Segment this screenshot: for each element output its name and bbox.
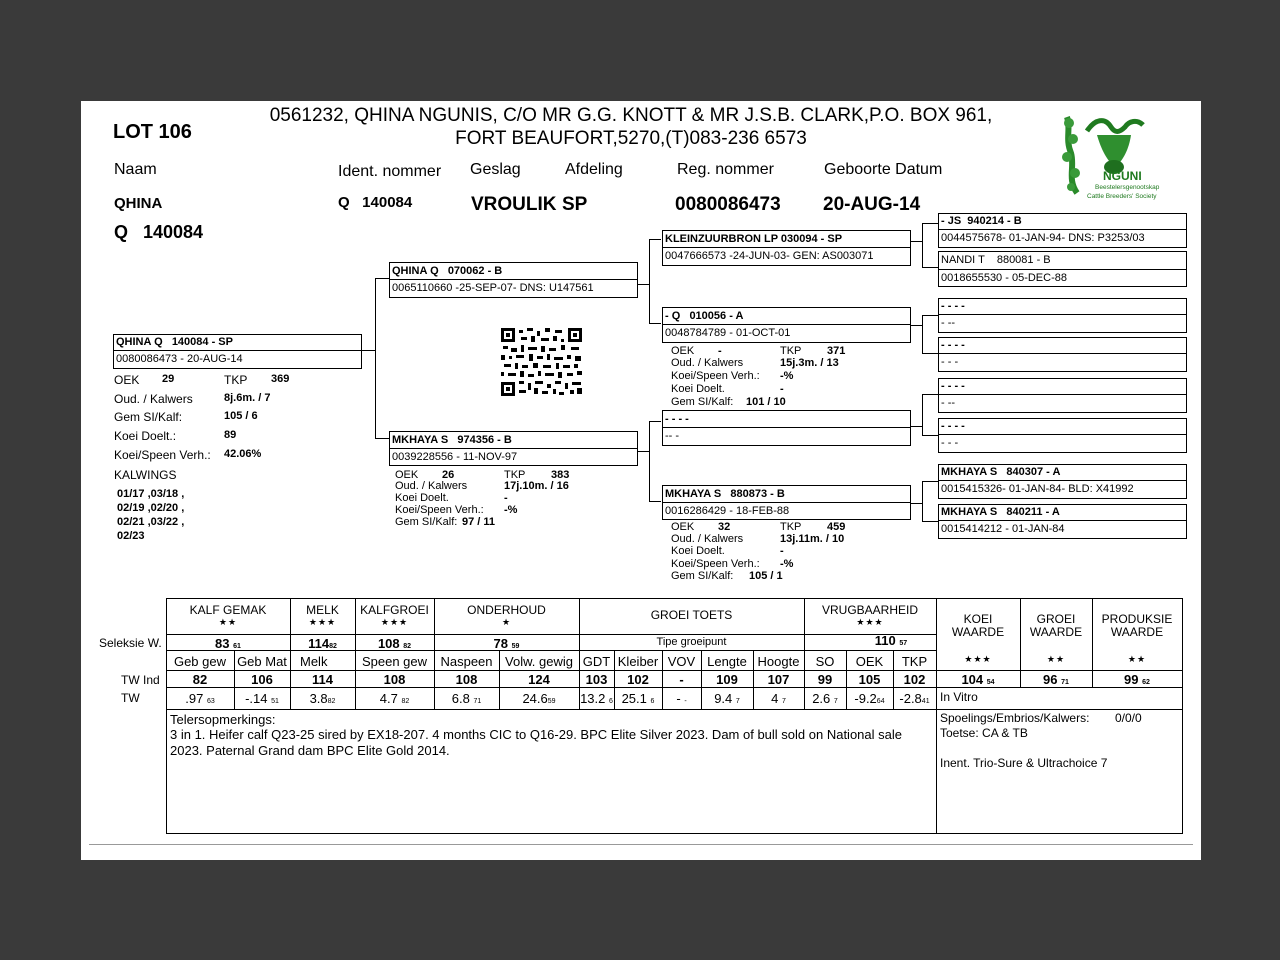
ggp-sub: - - - <box>941 356 959 368</box>
dd-age-label: Oud. / Kalwers <box>671 533 744 545</box>
animal-ident: Q 140084 <box>338 194 413 211</box>
animal-reg: 0080086473 <box>675 194 781 215</box>
col-header: GDT <box>582 654 611 669</box>
tw-ind-cell: 124 <box>528 672 550 687</box>
self-gem: 105 / 6 <box>224 410 258 422</box>
dd-gem: 105 / 1 <box>749 570 783 582</box>
pedigree-sire-sire <box>662 230 911 266</box>
group-kalf-gemak: KALF GEMAK <box>189 603 267 617</box>
tw-ind-cell: - <box>679 672 684 687</box>
tw-ind-cell: 114 <box>312 672 333 687</box>
self-oek-label: OEK <box>114 373 140 387</box>
col-header: Geb gew <box>173 654 227 669</box>
col-header: SO <box>815 654 835 669</box>
tw-ind-cell: 82 <box>192 672 208 687</box>
tw-cell: 24.659 <box>522 691 556 706</box>
koei-waarde-stars: ★★★ <box>964 654 992 664</box>
tw-ind-cell: 109 <box>716 672 738 687</box>
spoelings-label: Spoelings/Embrios/Kalwers: <box>940 711 1090 725</box>
tw-cell: - - <box>676 691 687 706</box>
breeding-values-table <box>166 598 1183 834</box>
sd-oek: - <box>718 345 722 357</box>
dd-tkp: 459 <box>827 521 846 533</box>
group-groei-sub: Tipe groeipunt <box>656 636 727 648</box>
sel-kalfgroei: 108 82 <box>377 636 412 651</box>
tw-cell: 25.1 6 <box>621 691 655 706</box>
sd-gem: 101 / 10 <box>746 396 786 408</box>
sd-tkp-label: TKP <box>780 345 802 357</box>
owner-address <box>241 104 1021 150</box>
qr-code <box>501 328 582 396</box>
pedigree-ggp <box>938 378 1187 413</box>
self-speen: 42.06% <box>224 448 262 460</box>
ggp-sub: 0018655530 - 05-DEC-88 <box>941 272 1067 284</box>
logo-line-2: Cattle Breeders' Society <box>1087 193 1157 200</box>
col-header: Speen gew <box>361 654 428 669</box>
row-label-tw: TW <box>121 691 140 705</box>
sd-speen: -% <box>780 370 794 382</box>
sire-sub: 0065110660 -25-SEP-07- DNS: U147561 <box>392 282 594 294</box>
lot-number: LOT 106 <box>113 121 192 143</box>
ggp-sub: 0015414212 - 01-JAN-84 <box>941 523 1065 535</box>
pedigree-ggp <box>938 504 1187 539</box>
ggp-title: - - - - <box>941 420 965 432</box>
self-oek: 29 <box>162 373 175 385</box>
pedigree-dam <box>389 431 638 466</box>
dam-gem-label: Gem SI/Kalf: <box>395 516 458 528</box>
col-header: Melk <box>300 654 328 669</box>
self-kalwings-label: KALWINGS <box>114 468 177 482</box>
col-header: Volw. gewig <box>505 654 573 669</box>
col-header: OEK <box>855 654 884 669</box>
self-koei: 89 <box>224 429 237 441</box>
dd-koei-label: Koei Doelt. <box>671 545 725 557</box>
self-gem-label: Gem SI/Kalf: <box>114 410 183 424</box>
ggp-title: - - - - <box>941 380 965 392</box>
dd-age: 13j.11m. / 10 <box>780 533 845 545</box>
pedigree-dam-dam <box>662 485 911 520</box>
ggp-title: NANDI T 880081 - B <box>941 254 1051 266</box>
koei-waarde-header: KOEI WAARDE <box>951 612 1005 639</box>
self-kalwings-line: 01/17 ,03/18 , <box>117 488 185 500</box>
group-onderhoud: ONDERHOUD <box>467 603 546 617</box>
sd-age-label: Oud. / Kalwers <box>671 357 744 369</box>
tw-ind-cell: 105 <box>858 672 881 687</box>
sel-vrug: 110 57 <box>874 633 908 648</box>
pedigree-ggp <box>938 337 1187 372</box>
sd-title: - Q 010056 - A <box>665 310 744 322</box>
toetse: Toetse: CA & TB <box>940 726 1028 740</box>
tw-ind-cell: 102 <box>627 672 649 687</box>
tw-cell: 13.2 6 <box>580 691 613 706</box>
self-title: QHINA Q 140084 - SP <box>116 336 233 348</box>
groei-waarde-stars: ★★ <box>1046 654 1066 664</box>
dam-speen-label: Koei/Speen Verh.: <box>395 504 484 516</box>
ggp-title: - - - - <box>941 300 965 312</box>
animal-section: SP <box>562 194 588 215</box>
dd-speen: -% <box>780 558 794 570</box>
owner-line-2: FORT BEAUFORT,5270,(T)083-236 6573 <box>455 128 807 149</box>
pedigree-ggp <box>938 251 1187 287</box>
ggp-sub: - -- <box>941 317 956 329</box>
tw-cell: -9.264 <box>854 691 885 706</box>
ggp-sub: 0015415326- 01-JAN-84- BLD: X41992 <box>941 483 1134 495</box>
tw-ind-cell: 99 <box>817 672 833 687</box>
sd-oek-label: OEK <box>671 345 695 357</box>
ggp-title: - - - - <box>941 339 965 351</box>
pedigree-self <box>113 334 362 369</box>
row-label-twind: TW Ind <box>121 673 160 687</box>
tw-ind-cell: 102 <box>903 672 926 687</box>
pedigree-sire <box>389 262 638 298</box>
dd-oek-label: OEK <box>671 521 695 533</box>
label-ident: Ident. nommer <box>338 163 442 180</box>
ggp-sub: 0044575678- 01-JAN-94- DNS: P3253/03 <box>941 232 1145 244</box>
group-kalfgroei: KALFGROEI <box>360 603 429 617</box>
ggp-title: MKHAYA S 840307 - A <box>941 466 1061 478</box>
sd-age: 15j.3m. / 13 <box>780 357 839 369</box>
col-header: VOV <box>667 654 696 669</box>
dd-sub: 0016286429 - 18-FEB-88 <box>665 505 790 517</box>
tw-cell: 2.6 7 <box>812 691 838 706</box>
label-section: Afdeling <box>565 161 623 178</box>
ss-title: KLEINZUURBRON LP 030094 - SP <box>665 233 843 245</box>
ds-title: - - - - <box>665 413 689 425</box>
dd-title: MKHAYA S 880873 - B <box>665 488 785 500</box>
group-melk-stars: ★★★ <box>308 617 337 627</box>
ggp-title: - JS 940214 - B <box>941 215 1022 227</box>
produksie-waarde-value: 99 62 <box>1124 672 1150 687</box>
tw-cell: .97 63 <box>185 691 215 706</box>
sel-melk: 11482 <box>308 636 337 651</box>
animal-sex: VROULIK <box>471 194 557 215</box>
logo-brand: NGUNI <box>1103 169 1142 183</box>
sd-koei-label: Koei Doelt. <box>671 383 725 395</box>
koei-waarde-value: 104 54 <box>961 672 995 687</box>
produksie-waarde-header: PRODUKSIE WAARDE <box>1101 612 1173 639</box>
sd-sub: 0048784789 - 01-OCT-01 <box>665 327 791 339</box>
tw-cell: -2.841 <box>899 691 930 706</box>
col-header: Kleiber <box>617 654 659 669</box>
groei-waarde-header: GROEI WAARDE <box>1029 612 1083 639</box>
dd-tkp-label: TKP <box>780 521 802 533</box>
sd-tkp: 371 <box>827 345 846 357</box>
dam-title: MKHAYA S 974356 - B <box>392 434 512 446</box>
self-age-label: Oud. / Kalwers <box>114 392 193 406</box>
self-koei-label: Koei Doelt.: <box>114 429 177 443</box>
ss-sub: 0047666573 -24-JUN-03- GEN: AS003071 <box>665 250 874 262</box>
dam-gem: 97 / 11 <box>462 516 496 528</box>
col-header: Lengte <box>707 654 747 669</box>
tw-ind-cell: 103 <box>585 672 608 687</box>
groei-waarde-value: 96 71 <box>1043 672 1069 687</box>
animal-birth: 20-AUG-14 <box>823 194 921 215</box>
dd-speen-label: Koei/Speen Verh.: <box>671 558 760 570</box>
label-birth: Geboorte Datum <box>824 161 943 178</box>
group-kalfgroei-stars: ★★★ <box>380 617 409 627</box>
pedigree-ggp <box>938 298 1187 333</box>
group-kalf-stars: ★★ <box>218 617 238 627</box>
in-vitro: In Vitro <box>940 690 978 704</box>
row-label-seleksie: Seleksie W. <box>99 636 162 650</box>
pedigree-dam-sire <box>662 410 911 446</box>
ggp-title: MKHAYA S 840211 - A <box>941 506 1060 518</box>
sd-gem-label: Gem SI/Kalf: <box>671 396 734 408</box>
tw-ind-cell: 107 <box>767 672 790 687</box>
dam-koei-label: Koei Doelt. <box>395 492 449 504</box>
dam-koei: - <box>504 492 508 504</box>
inent: Inent. Trio-Sure & Ultrachoice 7 <box>940 756 1108 770</box>
catalogue-page <box>81 101 1201 860</box>
dam-tkp: 383 <box>551 469 570 481</box>
sd-speen-label: Koei/Speen Verh.: <box>671 370 760 382</box>
group-groei-toets: GROEI TOETS <box>650 608 733 622</box>
animal-ident-large: Q 140084 <box>114 222 204 242</box>
tw-cell: 6.8 71 <box>451 691 482 706</box>
dd-gem-label: Gem SI/Kalf: <box>671 570 734 582</box>
dam-oek-label: OEK <box>395 469 419 481</box>
col-header: Hoogte <box>757 654 800 669</box>
qr-code-icon <box>501 328 582 396</box>
tw-cell: -.14 51 <box>245 691 279 706</box>
animal-name: QHINA <box>114 195 163 212</box>
tw-cell: 3.882 <box>309 691 336 706</box>
dam-age-label: Oud. / Kalwers <box>395 480 468 492</box>
self-age: 8j.6m. / 7 <box>224 392 271 404</box>
tw-cell: 9.4 7 <box>714 691 740 706</box>
tw-ind-cell: 108 <box>455 672 478 687</box>
col-header: Naspeen <box>440 654 493 669</box>
group-vrugbaarheid: VRUGBAARHEID <box>821 603 919 617</box>
spoelings-value: 0/0/0 <box>1115 711 1142 725</box>
dam-age: 17j.10m. / 16 <box>504 480 569 492</box>
tw-ind-cell: 108 <box>383 672 406 687</box>
col-header: TKP <box>901 654 928 669</box>
label-name: Naam <box>114 161 157 178</box>
label-reg: Reg. nommer <box>677 161 774 178</box>
col-header: Geb Mat <box>237 654 287 669</box>
sire-title: QHINA Q 070062 - B <box>392 265 503 277</box>
dam-oek: 26 <box>442 469 455 481</box>
dd-oek: 32 <box>718 521 731 533</box>
tw-ind-cell: 106 <box>251 672 273 687</box>
tw-cell: 4.7 82 <box>379 691 410 706</box>
pedigree-sire-dam <box>662 307 911 343</box>
dd-koei: - <box>780 545 784 557</box>
group-melk: MELK <box>306 603 339 617</box>
dam-speen: -% <box>504 504 518 516</box>
group-onderhoud-stars: ★ <box>501 617 512 627</box>
self-tkp: 369 <box>271 373 290 385</box>
pedigree-ggp <box>938 418 1187 453</box>
sel-onderhoud: 78 59 <box>493 636 520 651</box>
sd-koei: - <box>780 383 784 395</box>
self-kalwings-line: 02/19 ,02/20 , <box>117 502 185 514</box>
dam-sub: 0039228556 - 11-NOV-97 <box>392 451 518 463</box>
group-vrug-stars: ★★★ <box>856 617 884 627</box>
self-tkp-label: TKP <box>224 373 248 387</box>
tw-cell: 4 7 <box>771 691 786 706</box>
produksie-waarde-stars: ★★ <box>1127 654 1147 664</box>
ggp-sub: - - - <box>941 437 959 449</box>
nguni-logo <box>1057 109 1167 205</box>
remarks-text: 3 in 1. Heifer calf Q23-25 sired by EX18-207. 4 months CIC to Q16-29. BPC Elite Silver 2023. Dam of bull sold on National sale 2023. Paternal Grand dam BPC Elite Gold 2014. <box>170 727 902 758</box>
owner-line-1: 0561232, QHINA NGUNIS, C/O MR G.G. KNOTT & MR J.S.B. CLARK,P.O. BOX 961, <box>269 105 993 126</box>
sel-kalf: 83 61 <box>215 636 241 651</box>
remarks-label: Telersopmerkings: <box>170 712 276 727</box>
logo-line-1: Beestelersgenootskap <box>1095 184 1160 191</box>
pedigree-ggp <box>938 213 1187 248</box>
self-speen-label: Koei/Speen Verh.: <box>114 448 211 462</box>
dam-tkp-label: TKP <box>504 469 526 481</box>
label-sex: Geslag <box>470 161 521 178</box>
ds-sub: -- - <box>665 430 680 442</box>
self-sub: 0080086473 - 20-AUG-14 <box>116 353 243 365</box>
self-kalwings-line: 02/21 ,03/22 , <box>117 516 185 528</box>
self-kalwings-line: 02/23 <box>117 530 145 542</box>
ggp-sub: - -- <box>941 397 956 409</box>
pedigree-ggp <box>938 464 1187 499</box>
